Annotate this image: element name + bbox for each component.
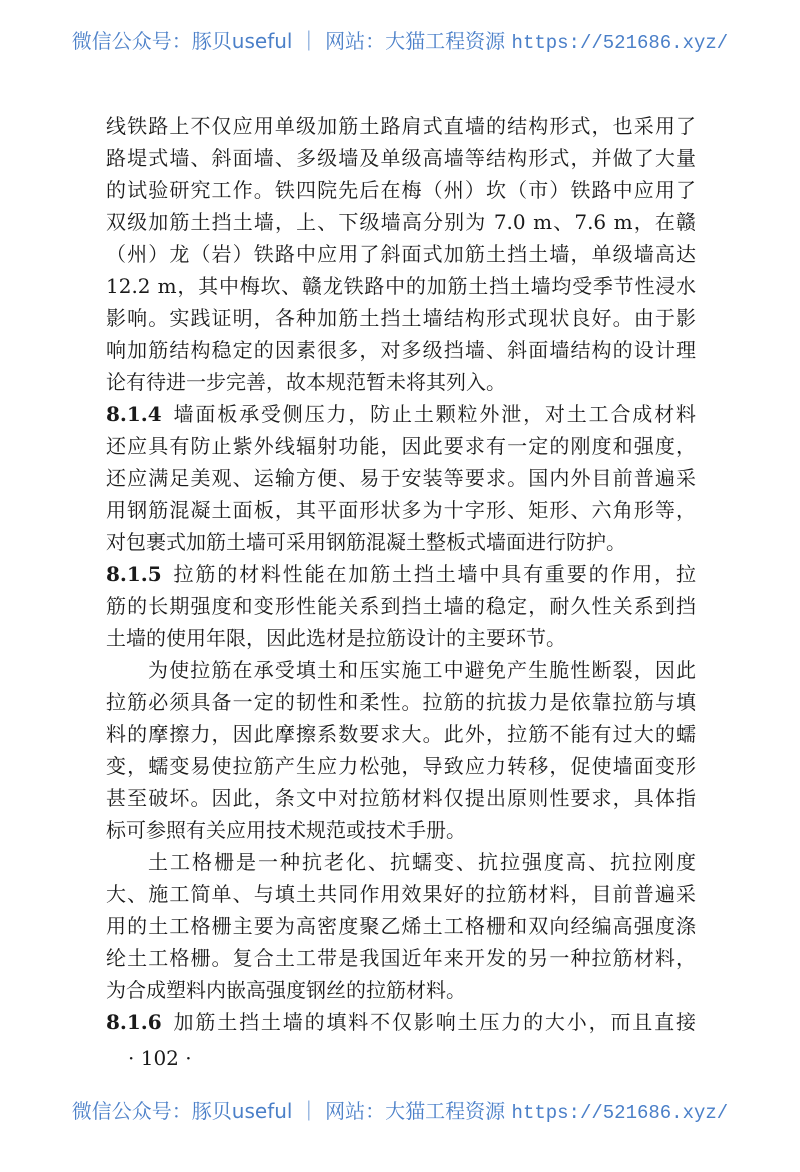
line-text: 纶土工格栅。复合土工带是我国近年来开发的另一种拉筋材料， — [106, 946, 696, 970]
text-line — [106, 974, 696, 1006]
line-text: 墙面板承受侧压力，防止土颗粒外泄，对土工合成材料 — [171, 402, 696, 426]
section-number: 8.1.6 — [106, 1010, 162, 1034]
text-line — [106, 398, 696, 430]
page-number: · 102 · — [128, 1046, 192, 1070]
line-text: 的试验研究工作。铁四院先后在梅（州）坎（市）铁路中应用了 — [106, 178, 696, 202]
text-line — [106, 110, 696, 142]
line-text: 用的土工格栅主要为高密度聚乙烯土工格栅和双向经编高强度涤 — [106, 914, 696, 938]
text-line — [106, 238, 696, 270]
line-text: 用钢筋混凝土面板，其平面形状多为十字形、矩形、六角形等， — [106, 498, 696, 522]
text-line — [106, 366, 696, 398]
text-line — [106, 622, 696, 654]
text-line — [106, 910, 696, 942]
text-line — [106, 174, 696, 206]
text-line — [106, 558, 696, 590]
text-line — [106, 942, 696, 974]
text-line — [106, 814, 696, 846]
watermark-header — [0, 28, 800, 56]
line-text: 筋的长期强度和变形性能关系到挡土墙的稳定，耐久性关系到挡 — [106, 594, 696, 618]
section-number: 8.1.5 — [106, 562, 162, 586]
text-line — [106, 494, 696, 526]
text-line — [106, 1006, 696, 1038]
text-line — [106, 142, 696, 174]
line-text: 加筋土挡土墙的填料不仅影响土压力的大小，而且直接 — [171, 1010, 696, 1034]
document-body — [106, 110, 696, 1038]
text-line — [106, 750, 696, 782]
line-text: 土工格栅是一种抗老化、抗蠕变、抗拉强度高、抗拉刚度 — [148, 850, 696, 874]
text-line — [106, 878, 696, 910]
line-text: 12.2 m，其中梅坎、赣龙铁路中的加筋土挡土墙均受季节性浸水 — [106, 274, 696, 298]
line-text: 为使拉筋在承受填土和压实施工中避免产生脆性断裂，因此 — [148, 658, 696, 682]
text-line — [106, 718, 696, 750]
line-text: 对包裹式加筋土墙可采用钢筋混凝土整板式墙面进行防护。 — [106, 530, 626, 554]
watermark-url[interactable]: https://521686.xyz/ — [511, 32, 729, 54]
text-line — [106, 654, 696, 686]
text-line — [106, 462, 696, 494]
line-text: （州）龙（岩）铁路中应用了斜面式加筋土挡土墙，单级墙高达 — [106, 242, 696, 266]
watermark-footer — [0, 1098, 800, 1126]
watermark-text: 微信公众号：豚贝useful ｜ 网站：大猫工程资源 — [71, 29, 512, 53]
line-text: 响加筋结构稳定的因素很多，对多级挡墙、斜面墙结构的设计理 — [106, 338, 696, 362]
line-text: 土墙的使用年限，因此选材是拉筋设计的主要环节。 — [106, 626, 566, 650]
line-text: 还应满足美观、运输方便、易于安装等要求。国内外目前普遍采 — [106, 466, 696, 490]
line-text: 大、施工简单、与填土共同作用效果好的拉筋材料，目前普遍采 — [106, 882, 696, 906]
text-line — [106, 686, 696, 718]
text-line — [106, 430, 696, 462]
line-text: 为合成塑料内嵌高强度钢丝的拉筋材料。 — [106, 978, 466, 1002]
line-text: 料的摩擦力，因此摩擦系数要求大。此外，拉筋不能有过大的蠕 — [106, 722, 696, 746]
text-line — [106, 782, 696, 814]
text-line — [106, 206, 696, 238]
line-text: 论有待进一步完善，故本规范暂未将其列入。 — [106, 370, 506, 394]
line-text: 路堤式墙、斜面墙、多级墙及单级高墙等结构形式，并做了大量 — [106, 146, 696, 170]
line-text: 拉筋必须具备一定的韧性和柔性。拉筋的抗拔力是依靠拉筋与填 — [106, 690, 696, 714]
line-text: 标可参照有关应用技术规范或技术手册。 — [106, 818, 466, 842]
line-text: 变，蠕变易使拉筋产生应力松弛，导致应力转移，促使墙面变形 — [106, 754, 696, 778]
line-text: 甚至破坏。因此，条文中对拉筋材料仅提出原则性要求，具体指 — [106, 786, 696, 810]
watermark-url[interactable]: https://521686.xyz/ — [511, 1102, 729, 1124]
text-line — [106, 270, 696, 302]
line-text: 双级加筋土挡土墙，上、下级墙高分别为 7.0 m、7.6 m，在赣 — [106, 210, 696, 234]
text-line — [106, 334, 696, 366]
section-number: 8.1.4 — [106, 402, 162, 426]
line-text: 还应具有防止紫外线辐射功能，因此要求有一定的刚度和强度， — [106, 434, 696, 458]
line-text: 影响。实践证明，各种加筋土挡土墙结构形式现状良好。由于影 — [106, 306, 696, 330]
text-line — [106, 302, 696, 334]
watermark-text: 微信公众号：豚贝useful ｜ 网站：大猫工程资源 — [71, 1099, 512, 1123]
text-line — [106, 846, 696, 878]
text-line — [106, 526, 696, 558]
line-text: 线铁路上不仅应用单级加筋土路肩式直墙的结构形式，也采用了 — [106, 114, 696, 138]
line-text: 拉筋的材料性能在加筋土挡土墙中具有重要的作用，拉 — [171, 562, 696, 586]
text-line — [106, 590, 696, 622]
